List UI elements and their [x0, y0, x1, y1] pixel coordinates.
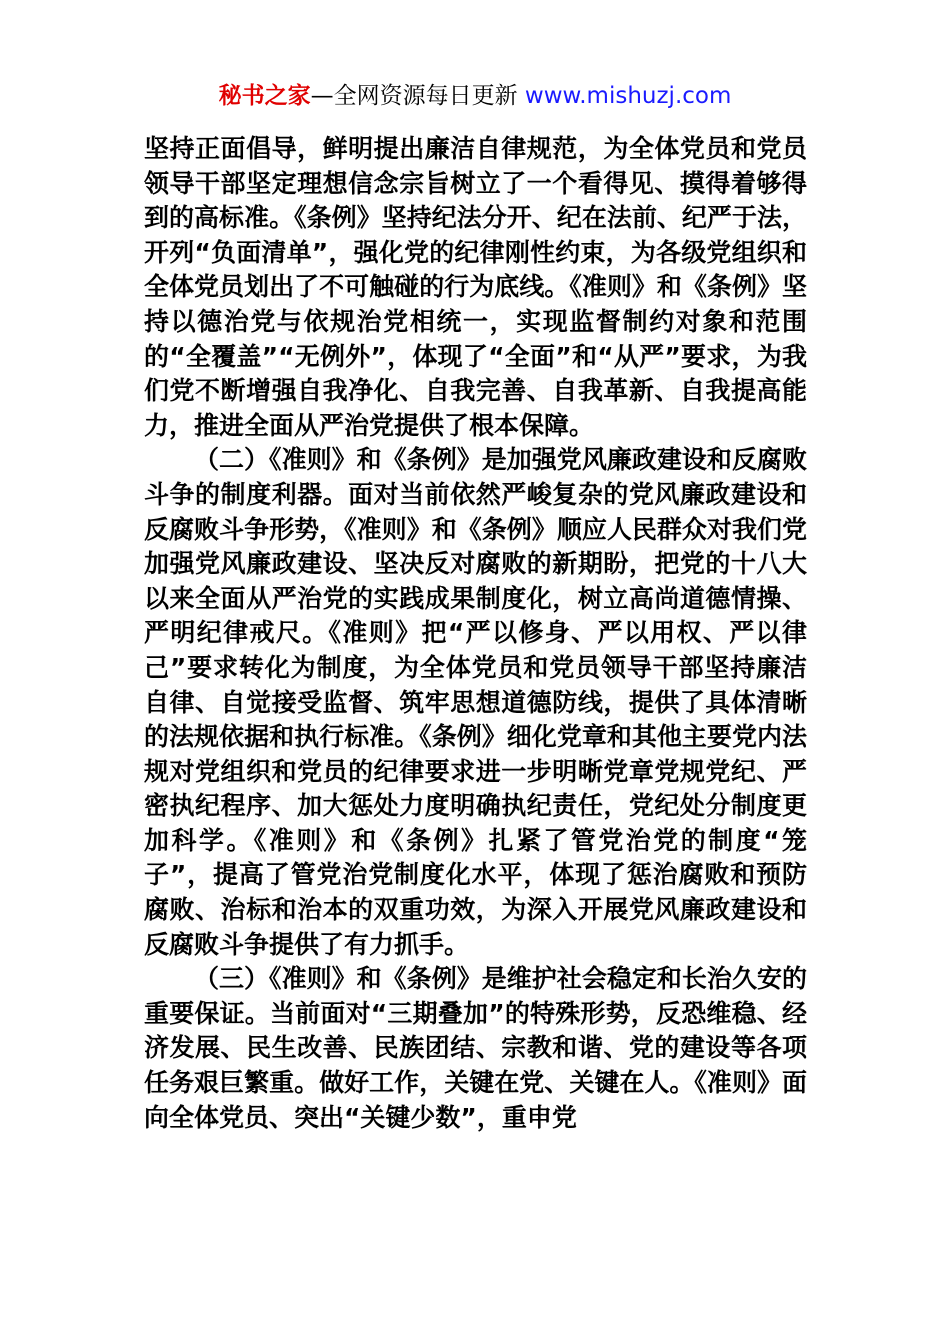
document-body: [144, 132, 807, 1135]
site-tagline: —全网资源每日更新: [310, 83, 525, 109]
paragraph-continuation: 坚持正面倡导，鲜明提出廉洁自律规范，为全体党员和党员领导干部坚定理想信念宗旨树立了一个看得见、摸得着够得到的高标准。《条例》坚持纪法分开、纪在法前、纪严于法，开列“负面清单”，强化党的纪律刚性约束，为各级党组织和全体党员划出了不可触碰的行为底线。《准则》和《条例》坚持以德治党与依规治党相统一，实现监督制约对象和范围的“全覆盖”“无例外”，体现了“全面”和“从严”要求，为我们党不断增强自我净化、自我完善、自我革新、自我提高能力，推进全面从严治党提供了根本保障。: [144, 134, 807, 440]
paragraph-section-2: （二）《准则》和《条例》是加强党风廉政建设和反腐败斗争的制度利器。面对当前依然严峻复杂的党风廉政建设和反腐败斗争形势，《准则》和《条例》顺应人民群众对我们党加强党风廉政建设、坚决反对腐败的新期盼，把党的十八大以来全面从严治党的实践成果制度化，树立高尚道德情操、严明纪律戒尺。《准则》把“严以修身、严以用权、严以律己”要求转化为制度，为全体党员和党员领导干部坚持廉洁自律、自觉接受监督、筑牢思想道德防线，提供了具体清晰的法规依据和执行标准。《条例》细化党章和其他主要党内法规对党组织和党员的纪律要求进一步明晰党章党规党纪、严密执纪程序、加大惩处力度明确执纪责任，党纪处分制度更加科学。《准则》和《条例》扎紧了管党治党的制度“笼子”，提高了管党治党制度化水平，体现了惩治腐败和预防腐败、治标和治本的双重功效，为深入开展党风廉政建设和反腐败斗争提供了有力抓手。: [144, 445, 807, 959]
site-url-link[interactable]: www.mishuzj.com: [524, 83, 732, 109]
site-header: [0, 78, 950, 114]
site-brand: 秘书之家: [218, 83, 311, 109]
paragraph-section-3: （三）《准则》和《条例》是维护社会稳定和长治久安的重要保证。当前面对“三期叠加”的特殊形势，反恐维稳、经济发展、民生改善、民族团结、宗教和谐、党的建设等各项任务艰巨繁重。做好工作，关键在党、关键在人。《准则》面向全体党员、突出“关键少数”，重申党: [144, 964, 807, 1132]
